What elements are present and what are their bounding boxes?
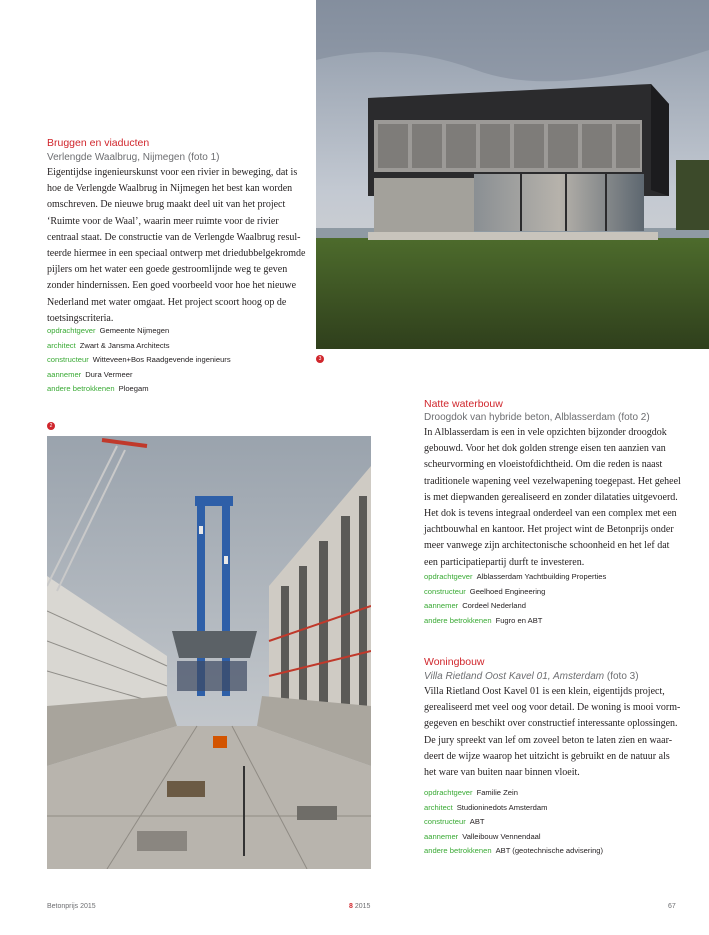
credits-list-bruggen <box>47 324 231 397</box>
section-heading-waterbouw: Natte waterbouw <box>424 398 503 410</box>
credit-row: opdrachtgever Gemeente Nijmegen <box>47 326 170 335</box>
footer-left: Betonprijs 2015 <box>47 903 96 910</box>
section-body-waterbouw: In Alblasserdam is een in vele opzichten bijzonder droogdok gebouwd. Voor het dok golden strenge eisen ten aanzien van scheurvorming en vloeistofdichtheid. Om die reden is naast traditionele wapening veel vezelwapening toegepast. Het geheel is met diepwanden gerealiseerd en zonder dilataties uitgevoerd. Het dok is tevens integraal onderdeel van een complex met een jachtbouwhal en kantoor. Het project wint de Betonprijs onder meer vanwege zijn architectonische schoonheid en het lef dat een participatiepartij durft te investeren. <box>424 427 681 568</box>
villa-photo <box>316 0 709 349</box>
credit-row: andere betrokkenen Ploegam <box>47 384 149 393</box>
section-body-woningbouw: Villa Rietland Oost Kavel 01 is een klein, eigentijds project, gerealiseerd met veel oog voor detail. De woning is mooi vorm- gegeven en beschikt over constructief interessante oplossingen. De jury spreekt van lef om zoveel beton te laten zien en waar- deert de wijze waarop het uitzicht is gebruikt en de natuur als het ware van buiten naar binnen vloeit. <box>424 686 681 779</box>
credit-row: constructeur Witteveen+Bos Raadgevende ingenieurs <box>47 355 231 364</box>
section-body-bruggen: Eigentijdse ingenieurskunst voor een rivier in beweging, dat is hoe de Verlengde Waalbrug in Nijmegen het best kan worden omschreven. De nieuwe brug maakt deel uit van het project ‘Ruimte voor de Waal’, waarin meer ruimte voor de rivier centraal staat. De constructie van de Verlengde Waalbrug resul- teerde hiermee in een speciaal ontwerp met driedubbelgekromde pijlers om het water een goede gestroomlijnde weg te geven zonder hindernissen. Een goed voorbeeld voor hoe het nieuwe Nederland met water omgaat. Het project scoort hoog op de toetsingscriteria. <box>47 167 306 324</box>
section-subtitle-bruggen: Verlengde Waalbrug, Nijmegen (foto 1) <box>47 152 220 163</box>
page-number: 67 <box>668 903 676 910</box>
credit-row: aannemer Cordeel Nederland <box>424 601 526 610</box>
credit-row: aannemer Valleibouw Vennendaal <box>424 831 541 841</box>
credit-row: opdrachtgever Alblasserdam Yachtbuilding Properties <box>424 572 607 581</box>
credit-row: aannemer Dura Vermeer <box>47 369 133 379</box>
section-heading-bruggen: Bruggen en viaducten <box>47 137 150 149</box>
section-subtitle-waterbouw: Droogdok van hybride beton, Alblasserdam (foto 2) <box>424 412 650 423</box>
drydock-photo <box>47 436 371 869</box>
photo-number-badge: 3 <box>316 355 324 363</box>
credit-row: architect Zwart & Jansma Architects <box>47 340 170 350</box>
credit-row: constructeur ABT <box>424 817 485 826</box>
credits-list-woningbouw <box>424 786 603 859</box>
credit-row: architect Studioninedots Amsterdam <box>424 802 548 812</box>
credits-list-waterbouw <box>424 570 606 628</box>
photo-number-badge: 2 <box>47 422 55 430</box>
credit-row: opdrachtgever Familie Zein <box>424 788 518 797</box>
section-heading-woningbouw: Woningbouw <box>424 656 485 668</box>
section-subtitle-woningbouw: Villa Rietland Oost Kavel 01, Amsterdam (foto 3) <box>424 671 639 682</box>
credit-row: constructeur Geelhoed Engineering <box>424 586 546 596</box>
footer-issue: 8 2015 <box>349 903 371 910</box>
credit-row: andere betrokkenen Fugro en ABT <box>424 615 543 625</box>
credit-row: andere betrokkenen ABT (geotechnische advisering) <box>424 846 604 855</box>
